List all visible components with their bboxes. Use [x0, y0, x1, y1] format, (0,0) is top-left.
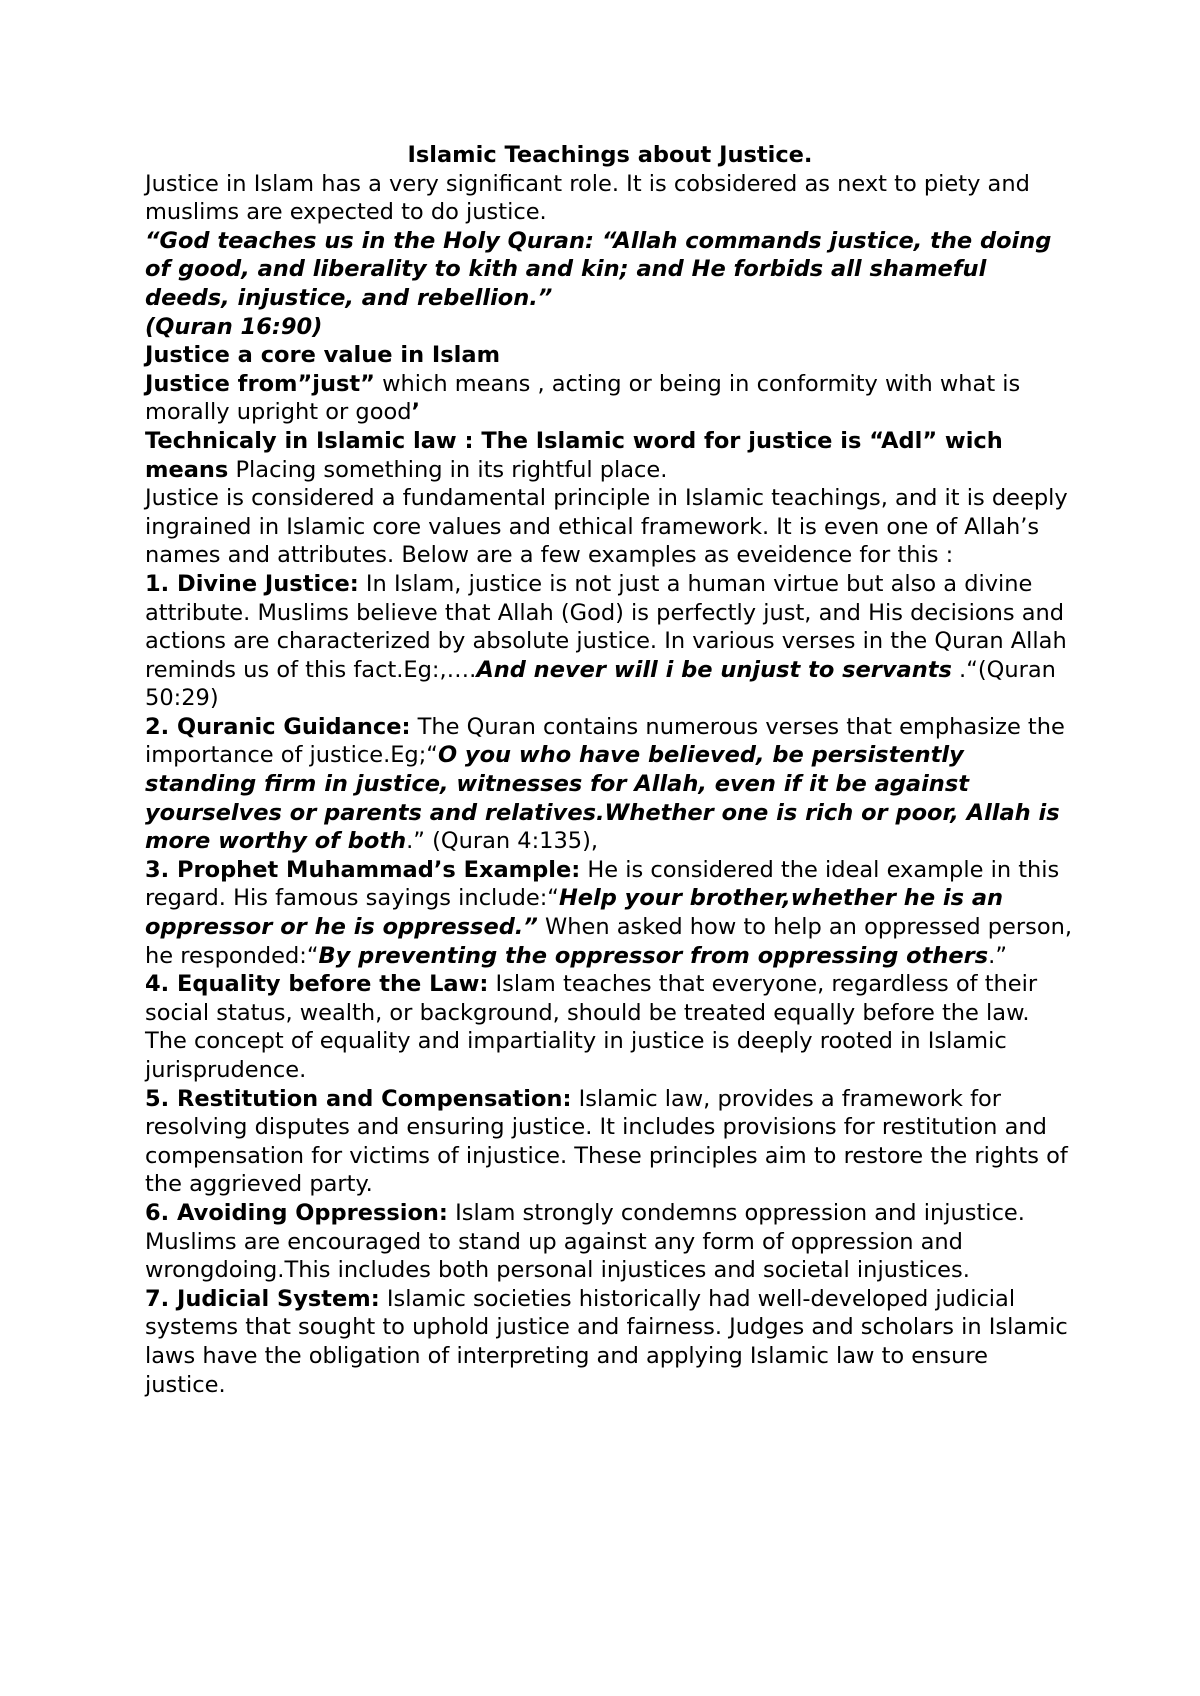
- point-text: Islam strongly condemns oppression and injustice. Muslims are encouraged to stand up against any form of oppression and wrongdoing.This includes both personal injustices and societal injustices.: [145, 1199, 1025, 1284]
- point-label: 3. Prophet Muhammad’s Example:: [145, 856, 581, 883]
- point-text: He is considered the ideal example in this regard. His famous sayings include:“: [145, 856, 1060, 912]
- document-page: [145, 141, 1075, 1399]
- point-text: In Islam, justice is not just a human virtue but also a divine attribute. Muslims believe that Allah (God) is perfectly just, and His decisions and actions are characterized by absolute justice. In various verses in the Quran Allah reminds us of this fact.Eg:,….: [145, 570, 1067, 683]
- point-quote-second: By preventing the oppressor from oppressing others: [318, 942, 989, 969]
- point-label: 4. Equality before the Law:: [145, 971, 489, 998]
- list-item-prophet-example: [145, 856, 1075, 970]
- quran-quote: “God teaches us in the Holy Quran: “Allah commands justice, the doing of good, and liberality to kith and kin; and He forbids all shameful deeds, injustice, and rebellion.”: [145, 227, 1052, 311]
- point-label: 6. Avoiding Oppression:: [145, 1199, 448, 1226]
- point-text-continued: When asked how to help an oppressed person, he responded:“: [145, 914, 1073, 969]
- point-reference: .” (Quran 4:135),: [406, 828, 599, 855]
- definition-term: Justice from”just”: [145, 370, 375, 397]
- point-text: The Quran contains numerous verses that emphasize the importance of justice.Eg;“: [145, 713, 1065, 769]
- point-label: 1. Divine Justice:: [145, 570, 359, 597]
- point-label: 7. Judicial System:: [145, 1285, 380, 1312]
- point-reference: .”: [988, 942, 1007, 969]
- document-title: Islamic Teachings about Justice.: [407, 142, 813, 168]
- list-item-avoiding-oppression: [145, 1199, 1075, 1285]
- technical-term: Technicaly in Islamic law : The Islamic word for justice is “Adl” wich means: [145, 427, 1003, 483]
- point-text: Islam teaches that everyone, regardless of their social status, wealth, or background, should be treated equally before the law. The concept of equality and impartiality in justice is deeply rooted in Islamic jurisprudence.: [145, 971, 1038, 1083]
- core-value-heading: Justice a core value in Islam: [145, 342, 501, 369]
- list-item-judicial-system: [145, 1285, 1075, 1399]
- definition-end-mark: ’: [411, 399, 421, 426]
- definition-text: which means , acting or being in conformity with what is morally upright or good: [145, 370, 1021, 426]
- point-reference: .“(Quran 50:29): [145, 656, 1056, 712]
- list-item-quranic-guidance: [145, 713, 1075, 856]
- point-label: 5. Restitution and Compensation:: [145, 1085, 572, 1112]
- point-quote: And never will i be unjust to servants: [476, 656, 952, 683]
- list-item-equality: [145, 970, 1075, 1084]
- point-quote: O you who have believed, be persistently standing firm in justice, witnesses for Allah, even if it be against yourselves or parents and relatives.Whether one is rich or poor, Allah is more worthy of both: [145, 742, 1060, 855]
- principle-paragraph: Justice is considered a fundamental principle in Islamic teachings, and it is deeply ingrained in Islamic core values and ethical framework. It is even one of Allah’s names and attributes. Below are a few examples as eveidence for this :: [145, 485, 1068, 569]
- point-label: 2. Quranic Guidance:: [145, 713, 411, 740]
- point-quote: Help your brother,whether he is an oppressor or he is oppressed.”: [145, 885, 1004, 941]
- point-text: Islamic law, provides a framework for resolving disputes and ensuring justice. It includes provisions for restitution and compensation for victims of injustice. These principles aim to restore the rights of the aggrieved party.: [145, 1085, 1068, 1198]
- definition-paragraph: [145, 370, 1075, 427]
- list-item-divine-justice: [145, 570, 1075, 713]
- quran-quote-reference: (Quran 16:90): [145, 313, 323, 340]
- list-item-restitution: [145, 1085, 1075, 1199]
- technical-paragraph: [145, 427, 1075, 484]
- intro-paragraph: Justice in Islam has a very significant role. It is cobsidered as next to piety and muslims are expected to do justice.: [145, 170, 1030, 226]
- point-text: Islamic societies historically had well-developed judicial systems that sought to uphold justice and fairness. Judges and scholars in Islamic laws have the obligation of interpreting and applying Islamic law to ensure justice.: [145, 1285, 1068, 1398]
- technical-text: Placing something in its rightful place.: [228, 456, 668, 483]
